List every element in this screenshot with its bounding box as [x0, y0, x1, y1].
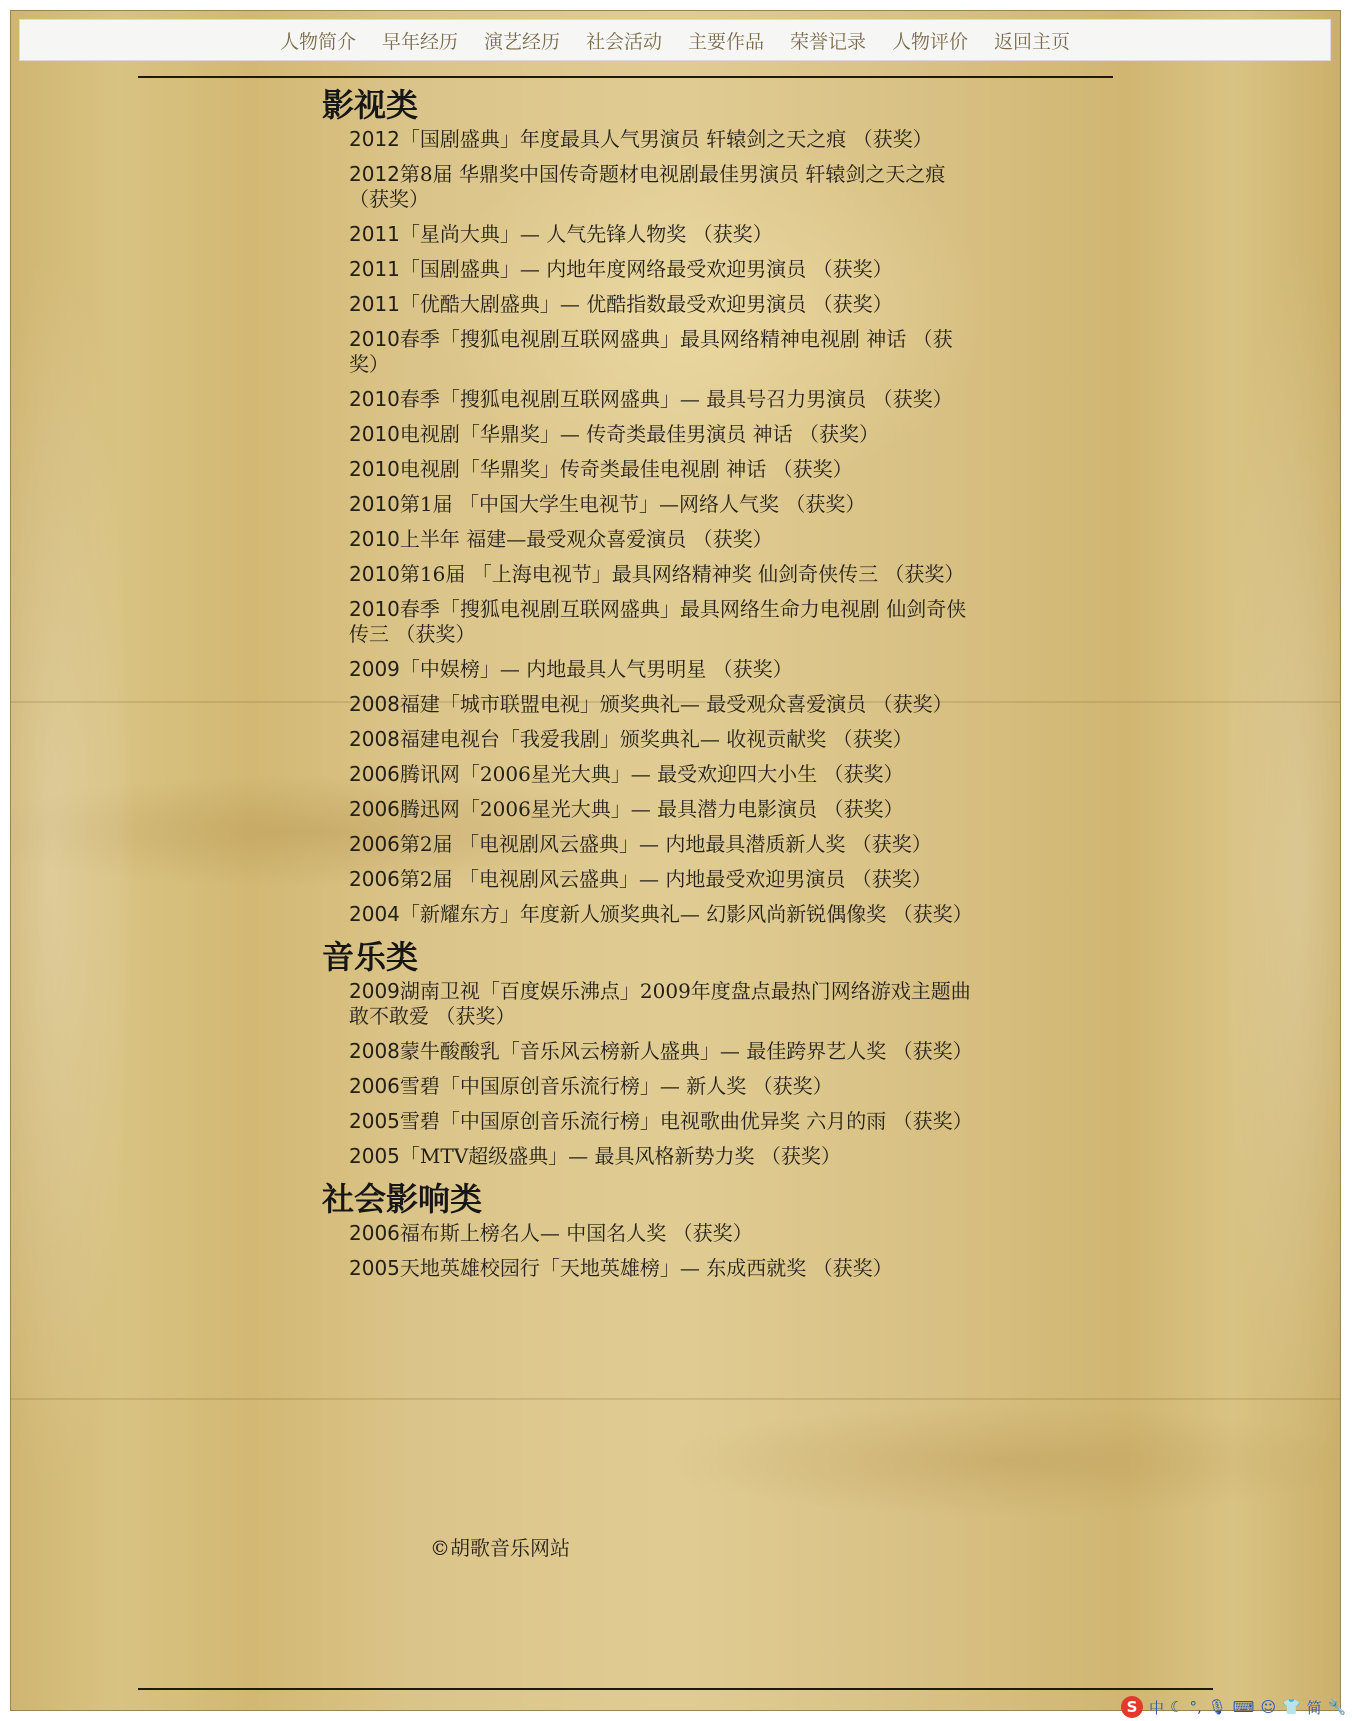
item-year: 2010 [349, 492, 400, 516]
item-text: 腾讯网「2006星光大典」— 最受欢迎四大小生 （获奖） [399, 762, 904, 786]
list-item [349, 422, 979, 447]
item-text: 第8届 华鼎奖中国传奇题材电视剧最佳男演员 轩辕剑之天之痕 （获奖） [349, 162, 946, 211]
item-text: 电视剧「华鼎奖」— 传奇类最佳男演员 神话 （获奖） [399, 422, 879, 446]
list-item [349, 257, 979, 282]
item-year: 2010 [349, 527, 400, 551]
item-year: 2011 [349, 222, 400, 246]
ime-toolbar[interactable] [1121, 1695, 1352, 1719]
list-item [349, 492, 979, 517]
nav-link-career[interactable]: 演艺经历 [483, 30, 560, 53]
item-year: 2006 [349, 867, 400, 891]
item-year: 2008 [349, 692, 400, 716]
item-year: 2011 [349, 257, 400, 281]
microphone-icon[interactable]: 🎙 [1207, 1698, 1227, 1716]
item-text: 「国剧盛典」— 内地年度网络最受欢迎男演员 （获奖） [399, 257, 893, 281]
page-frame [10, 10, 1347, 1717]
list-item [349, 327, 979, 377]
top-nav [19, 19, 1331, 61]
item-year: 2006 [349, 1221, 400, 1245]
section-film-tv [322, 127, 1002, 927]
list-item [349, 562, 979, 587]
item-year: 2008 [349, 727, 400, 751]
list-item [349, 692, 979, 717]
item-year: 2006 [349, 762, 400, 786]
honors-list [322, 85, 1002, 1291]
item-year: 2006 [349, 797, 400, 821]
section-music [322, 979, 1002, 1169]
item-year: 2010 [349, 387, 400, 411]
list-item [349, 527, 979, 552]
nav-link-honors[interactable]: 荣誉记录 [790, 30, 867, 53]
item-text: 湖南卫视「百度娱乐沸点」2009年度盘点最热门网络游戏主题曲 敢不敢爱 （获奖） [349, 979, 971, 1028]
list-item [349, 762, 979, 787]
item-text: 春季「搜狐电视剧互联网盛典」— 最具号召力男演员 （获奖） [399, 387, 953, 411]
ime-simplified-mode[interactable]: 简 [1306, 1698, 1322, 1717]
item-year: 2010 [349, 597, 400, 621]
item-text: 蒙牛酸酸乳「音乐风云榜新人盛典」— 最佳跨界艺人奖 （获奖） [399, 1039, 973, 1063]
item-text: 「星尚大典」— 人气先锋人物奖 （获奖） [399, 222, 773, 246]
wrench-icon[interactable]: 🔧 [1327, 1698, 1347, 1716]
item-year: 2010 [349, 457, 400, 481]
item-text: 福建电视台「我爱我剧」颁奖典礼— 收视贡献奖 （获奖） [399, 727, 913, 751]
texture-seam [11, 1398, 1340, 1400]
keyboard-icon[interactable]: ⌨ [1232, 1698, 1255, 1716]
nav-link-reviews[interactable]: 人物评价 [892, 30, 969, 53]
item-text: 「中娱榜」— 内地最具人气男明星 （获奖） [399, 657, 793, 681]
section-social [322, 1221, 1002, 1281]
item-year: 2011 [349, 292, 400, 316]
shirt-icon[interactable]: 👕 [1282, 1698, 1301, 1716]
list-item [349, 127, 979, 152]
list-item [349, 867, 979, 892]
punctuation-icon[interactable]: °, [1189, 1698, 1202, 1716]
list-item [349, 222, 979, 247]
list-item [349, 1221, 979, 1246]
list-item [349, 727, 979, 752]
item-text: 雪碧「中国原创音乐流行榜」电视歌曲优异奖 六月的雨 （获奖） [399, 1109, 973, 1133]
item-text: 雪碧「中国原创音乐流行榜」— 新人奖 （获奖） [399, 1074, 833, 1098]
copyright-text: ©胡歌音乐网站 [430, 1536, 570, 1560]
list-item [349, 1256, 979, 1281]
item-year: 2009 [349, 657, 400, 681]
item-text: 腾迅网「2006星光大典」— 最具潜力电影演员 （获奖） [399, 797, 904, 821]
bottom-divider [138, 1688, 1213, 1690]
item-year: 2010 [349, 327, 400, 351]
item-year: 2008 [349, 1039, 400, 1063]
nav-link-works[interactable]: 主要作品 [688, 30, 765, 53]
section-title-music: 音乐类 [322, 938, 419, 976]
list-item [349, 387, 979, 412]
top-divider [138, 76, 1113, 78]
item-year: 2005 [349, 1109, 400, 1133]
nav-link-profile[interactable]: 人物简介 [279, 30, 356, 53]
item-text: 春季「搜狐电视剧互联网盛典」最具网络精神电视剧 神话 （获奖） [349, 327, 953, 376]
list-item [349, 797, 979, 822]
item-year: 2005 [349, 1144, 400, 1168]
user-icon[interactable]: ☺ [1260, 1698, 1277, 1716]
item-text: 「新耀东方」年度新人颁奖典礼— 幻影风尚新锐偶像奖 （获奖） [399, 902, 973, 926]
item-year: 2012 [349, 162, 400, 186]
item-year: 2006 [349, 832, 400, 856]
item-text: 第2届 「电视剧风云盛典」— 内地最具潜质新人奖 （获奖） [399, 832, 932, 856]
list-item [349, 1074, 979, 1099]
list-item [349, 1109, 979, 1134]
nav-link-home[interactable]: 返回主页 [994, 30, 1071, 53]
item-year: 2005 [349, 1256, 400, 1280]
item-year: 2004 [349, 902, 400, 926]
item-text: 天地英雄校园行「天地英雄榜」— 东成西就奖 （获奖） [399, 1256, 893, 1280]
list-item [349, 162, 979, 212]
item-text: 春季「搜狐电视剧互联网盛典」最具网络生命力电视剧 仙剑奇侠传三 （获奖） [349, 597, 967, 646]
item-year: 2010 [349, 562, 400, 586]
nav-link-early-life[interactable]: 早年经历 [381, 30, 458, 53]
ime-chinese-mode[interactable]: 中 [1149, 1698, 1165, 1717]
list-item [349, 457, 979, 482]
item-text: 第16届 「上海电视节」最具网络精神奖 仙剑奇侠传三 （获奖） [399, 562, 965, 586]
item-year: 2012 [349, 127, 400, 151]
list-item [349, 657, 979, 682]
item-year: 2010 [349, 422, 400, 446]
item-text: 电视剧「华鼎奖」传奇类最佳电视剧 神话 （获奖） [399, 457, 853, 481]
sogou-logo-icon[interactable]: S [1121, 1696, 1143, 1718]
section-title-film-tv: 影视类 [322, 86, 419, 124]
list-item [349, 902, 979, 927]
list-item [349, 1144, 979, 1169]
item-text: 「国剧盛典」年度最具人气男演员 轩辕剑之天之痕 （获奖） [399, 127, 933, 151]
list-item [349, 832, 979, 857]
item-year: 2009 [349, 979, 400, 1003]
item-text: 福布斯上榜名人— 中国名人奖 （获奖） [399, 1221, 753, 1245]
item-text: 上半年 福建—最受观众喜爱演员 （获奖） [399, 527, 773, 551]
moon-icon[interactable]: ☾ [1170, 1698, 1184, 1716]
item-text: 「优酷大剧盛典」— 优酷指数最受欢迎男演员 （获奖） [399, 292, 893, 316]
item-year: 2006 [349, 1074, 400, 1098]
list-item [349, 979, 979, 1029]
item-text: 福建「城市联盟电视」颁奖典礼— 最受观众喜爱演员 （获奖） [399, 692, 953, 716]
nav-link-social[interactable]: 社会活动 [585, 30, 662, 53]
list-item [349, 292, 979, 317]
item-text: 第1届 「中国大学生电视节」—网络人气奖 （获奖） [399, 492, 866, 516]
item-text: 「MTV超级盛典」— 最具风格新势力奖 （获奖） [399, 1144, 841, 1168]
item-text: 第2届 「电视剧风云盛典」— 内地最受欢迎男演员 （获奖） [399, 867, 932, 891]
list-item [349, 597, 979, 647]
list-item [349, 1039, 979, 1064]
section-title-social: 社会影响类 [322, 1180, 483, 1218]
